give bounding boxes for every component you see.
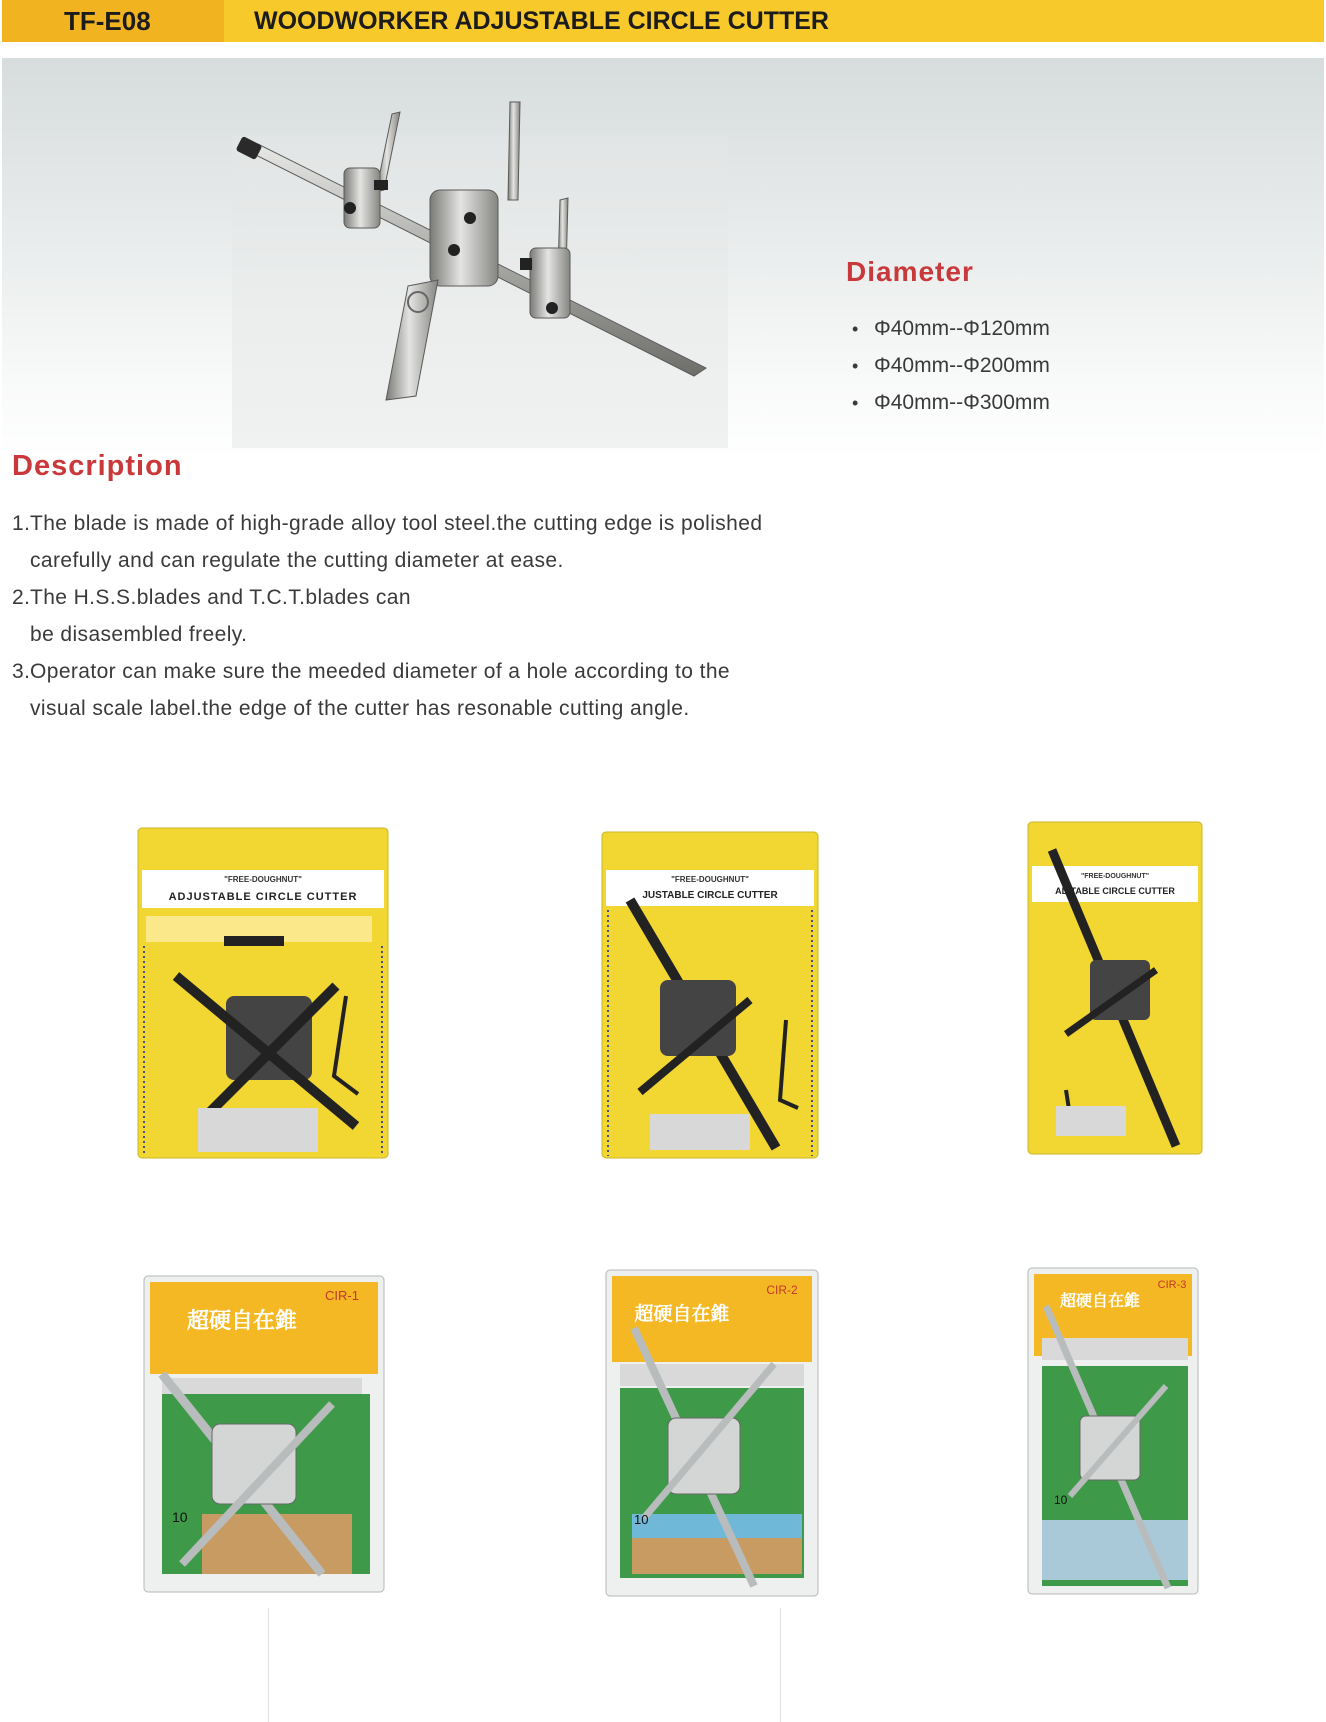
package-name: 超硬自在錐 — [186, 1309, 298, 1334]
description-item-cont: carefully and can regulate the cutting diameter at ease. — [30, 549, 564, 572]
diameter-list — [852, 310, 1050, 421]
product-title: WOODWORKER ADJUSTABLE CIRCLE CUTTER — [224, 0, 1324, 42]
package-count: 10 — [1054, 1493, 1068, 1507]
divider-line — [268, 1608, 269, 1722]
diameter-item: • Φ40mm--Φ200mm — [852, 354, 1050, 377]
package-yellow-1 — [136, 826, 390, 1160]
circle-cutter-image — [232, 100, 728, 450]
package-quote: "FREE-DOUGHNUT" — [224, 875, 302, 884]
package-name: 超硬自在錐 — [1059, 1291, 1141, 1310]
package-quote: "FREE-DOUGHNUT" — [671, 875, 749, 884]
package-label: JUSTABLE CIRCLE CUTTER — [642, 890, 778, 901]
package-model: CIR-2 — [766, 1283, 798, 1297]
package-yellow-2 — [600, 830, 820, 1160]
diameter-heading: Diameter — [846, 256, 974, 287]
diameter-item: • Φ40mm--Φ120mm — [852, 317, 1050, 340]
description-item-cont: visual scale label.the edge of the cutter has resonable cutting angle. — [30, 697, 690, 720]
description-item: 1.The blade is made of high-grade alloy tool steel.the cutting edge is polished — [12, 512, 763, 535]
package-label: AD TABLE CIRCLE CUTTER — [1055, 886, 1175, 896]
package-count: 10 — [172, 1509, 188, 1525]
description-item: 3.Operator can make sure the meeded diameter of a hole according to the — [12, 660, 730, 683]
product-code: TF-E08 — [2, 0, 224, 42]
description-item-cont: be disasembled freely. — [30, 623, 248, 646]
package-orange-3 — [1026, 1266, 1200, 1596]
description-list — [12, 505, 872, 727]
package-orange-1 — [142, 1274, 386, 1594]
package-orange-2 — [604, 1268, 820, 1598]
package-label: ADJUSTABLE CIRCLE CUTTER — [168, 891, 358, 903]
divider-line — [780, 1608, 781, 1722]
diameter-item: • Φ40mm--Φ300mm — [852, 391, 1050, 414]
package-model: CIR-1 — [325, 1288, 359, 1303]
description-item: 2.The H.S.S.blades and T.C.T.blades can — [12, 586, 411, 609]
package-yellow-3 — [1026, 820, 1204, 1156]
header-bar — [2, 0, 1324, 42]
package-quote: "FREE-DOUGHNUT" — [1080, 873, 1150, 880]
package-count: 10 — [634, 1512, 649, 1527]
package-model: CIR-3 — [1157, 1279, 1187, 1291]
description-heading: Description — [12, 450, 183, 482]
package-name: 超硬自在錐 — [634, 1303, 730, 1325]
